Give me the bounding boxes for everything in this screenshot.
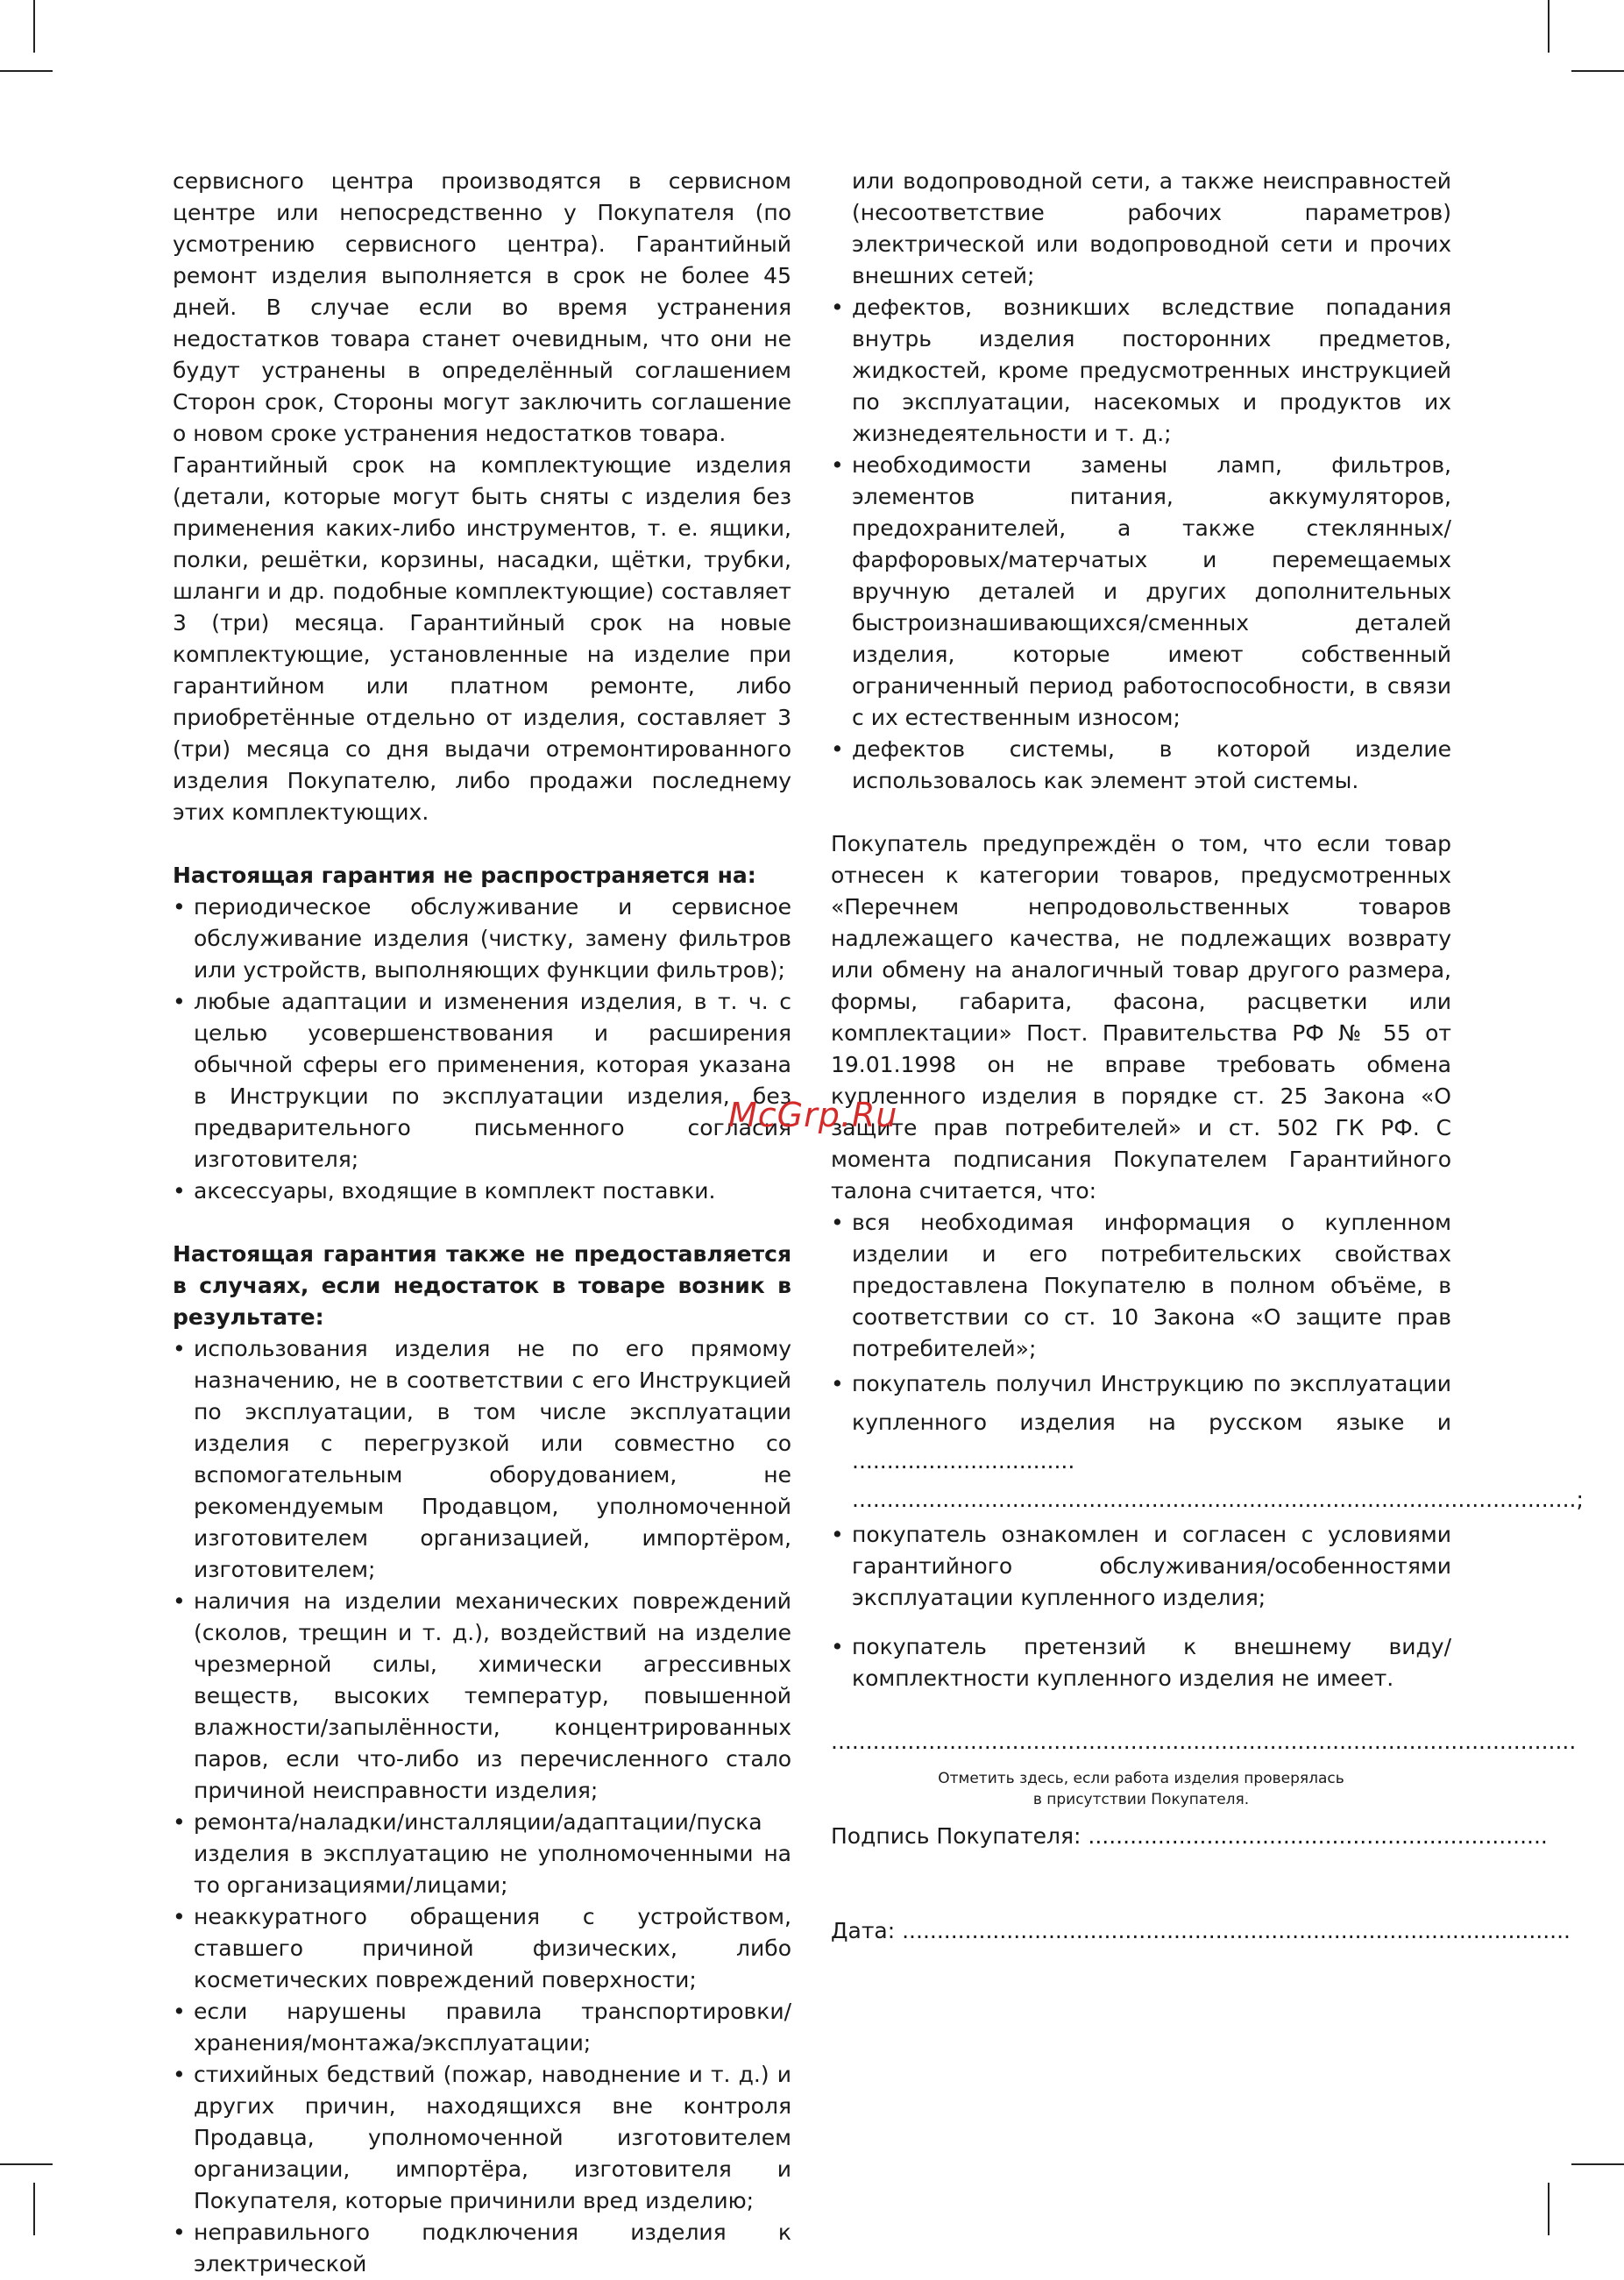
paragraph-components-warranty: Гарантийный срок на комплектующие изделия (детали, которые могут быть сняты с изделия без применения каких-либо инструментов, т. е. ящики, полки, решётки, корзины, насадки, щётки, трубки, шланги и др. подобные комплектующие) составляет 3 (три) месяца. Гарантийный срок на новые комплектующие, установленные на изделие при гарантийном или платном ремонте, либо приобретённые отдельно от изделия, составляет 3 (три) месяца со дня выдачи отремонтированного изделия Покупателю, либо продажи последнему этих комплектующих.: [173, 452, 791, 825]
crop-mark-top-left-v: [33, 0, 35, 53]
list-item: • стихийных бедствий (пожар, наводнение и т. д.) и других причин, находящихся вне контроля Продавца, уполномоченной изготовителем организации, импортёра, изготовителя и Покупателя, которые причинили вред изделию;: [173, 2059, 791, 2217]
date-field[interactable]: Дата: ................................................................................................: [831, 1918, 1571, 1943]
crop-mark-top-right-h: [1571, 70, 1624, 72]
list-item: • дефектов системы, в которой изделие использовалось как элемент этой системы.: [831, 734, 1451, 797]
list-item: • использования изделия не по его прямому назначению, не в соответствии с его Инструкцией по эксплуатации, в том числе эксплуатации изделия с перегрузкой или совместно со вспомогательным оборудованием, не рекомендуемым Продавцом, уполномоченной изготовителем организацией, импортёром, изготовителем;: [173, 1333, 791, 1586]
crop-mark-top-left-h: [0, 70, 53, 72]
right-column: [831, 166, 1584, 1947]
note-line: Отметить здесь, если работа изделия проверялась: [938, 1770, 1344, 1787]
list-item: • любые адаптации и изменения изделия, в т. ч. с целью усовершенствования и расширения обычной сферы его применения, которая указана в Инструкции по эксплуатации изделия, без предварительного письменного согласия изготовителя;: [173, 986, 791, 1176]
list-buyer-confirmations: [831, 1207, 1584, 1694]
check-mark-line[interactable]: ...........................................................................................................: [831, 1729, 1577, 1754]
watermark: McGrp.Ru: [728, 1096, 898, 1134]
paragraph-service: сервисного центра производятся в сервисном центре или непосредственно у Покупателя (по усмотрению сервисного центра). Гарантийный ремонт изделия выполняется в срок не более 45 дней. В случае если во время устранения недостатков товара станет очевидным, что они не будут устранены в определённый соглашением Сторон срок, Стороны могут заключить соглашение о новом сроке устранения недостатков товара.: [173, 168, 791, 446]
list-exclusions: [173, 1333, 791, 2280]
list-item: • дефектов, возникших вследствие попадания внутрь изделия посторонних предметов, жидкостей, кроме предусмотренных инструкцией по эксплуатации, насекомых и продуктов их жизнедеятельности и т. д.;: [831, 292, 1451, 450]
continued-text: или водопроводной сети, а также неисправностей (несоответствие рабочих параметров) электрической или водопроводной сети и прочих внешних сетей;: [852, 168, 1451, 288]
list-item: • наличия на изделии механических повреждений (сколов, трещин и т. д.), воздействий на изделие чрезмерной силы, химически агрессивных веществ, высоких температур, повышенной влажности/запылённости, концентрированных паров, если что-либо из перечисленного стало причиной неисправности изделия;: [173, 1586, 791, 1807]
list-item: • ремонта/наладки/инсталляции/адаптации/пуска изделия в эксплуатацию не уполномоченными на то организациями/лицами;: [173, 1807, 791, 1901]
note-line: в присутствии Покупателя.: [1032, 1791, 1250, 1808]
crop-mark-bottom-left-v: [33, 2183, 35, 2235]
check-note: [831, 1768, 1451, 1810]
fill-in-line[interactable]: ........................................................................................................;: [852, 1487, 1584, 1512]
list-item: • покупатель ознакомлен и согласен с условиями гарантийного обслуживания/особенностями эксплуатации купленного изделия;: [831, 1519, 1451, 1614]
list-item: • необходимости замены ламп, фильтров, элементов питания, аккумуляторов, предохранителей, а также стеклянных/фарфоровых/матерчатых и перемещаемых вручную деталей и других дополнительных быстроизнашивающихся/сменных деталей изделия, которые имеют собственный ограниченный период работоспособности, в связи с их естественным износом;: [831, 450, 1451, 734]
list-item: • периодическое обслуживание и сервисное обслуживание изделия (чистку, замену фильтров или устройств, выполняющих функции фильтров);: [173, 891, 791, 986]
crop-mark-bottom-right-h: [1571, 2163, 1624, 2165]
paragraph-buyer-notice: Покупатель предупреждён о том, что если товар отнесен к категории товаров, предусмотренных «Перечнем непродовольственных товаров надлежащего качества, не подлежащих возврату или обмену на аналогичный товар другого размера, формы, габарита, фасона, расцветки или комплектации» Пост. Правительства РФ № 55 от 19.01.1998 он не вправе требовать обмена купленного изделия в порядке ст. 25 Закона «О защите прав потребителей» и ст. 502 ГК РФ. С момента подписания Покупателем Гарантийного талона считается, что:: [831, 831, 1451, 1204]
list-not-covered: [173, 891, 791, 1207]
crop-mark-top-right-v: [1548, 0, 1550, 53]
list-item: • аксессуары, входящие в комплект поставки.: [173, 1176, 791, 1207]
list-item: • покупатель претензий к внешнему виду/комплектности купленного изделия не имеет.: [831, 1631, 1451, 1694]
heading-not-covered: Настоящая гарантия не распространяется на:: [173, 863, 756, 888]
list-item: [831, 1365, 1584, 1519]
list-item: • если нарушены правила транспортировки/хранения/монтажа/эксплуатации;: [173, 1996, 791, 2059]
heading-also-not-covered: Настоящая гарантия также не предоставляется в случаях, если недостаток в товаре возник в результате:: [173, 1241, 791, 1330]
crop-mark-bottom-right-v: [1548, 2183, 1550, 2235]
crop-mark-bottom-left-h: [0, 2163, 53, 2165]
list-item-text: покупатель получил Инструкцию по эксплуатации купленного изделия на русском языке и ................................: [852, 1371, 1451, 1474]
list-item: • вся необходимая информация о купленном изделии и его потребительских свойствах предоставлена Покупателю в полном объёме, в соответствии со ст. 10 Закона «О защите прав потребителей»;: [831, 1207, 1451, 1365]
list-exclusions-continued: [831, 292, 1451, 797]
list-item: • неправильного подключения изделия к электрической: [173, 2217, 791, 2280]
signature-field[interactable]: Подпись Покупателя: ..................................................................: [831, 1823, 1548, 1849]
left-column: [173, 166, 791, 2280]
list-item: • неаккуратного обращения с устройством, ставшего причиной физических, либо косметических повреждений поверхности;: [173, 1901, 791, 1996]
